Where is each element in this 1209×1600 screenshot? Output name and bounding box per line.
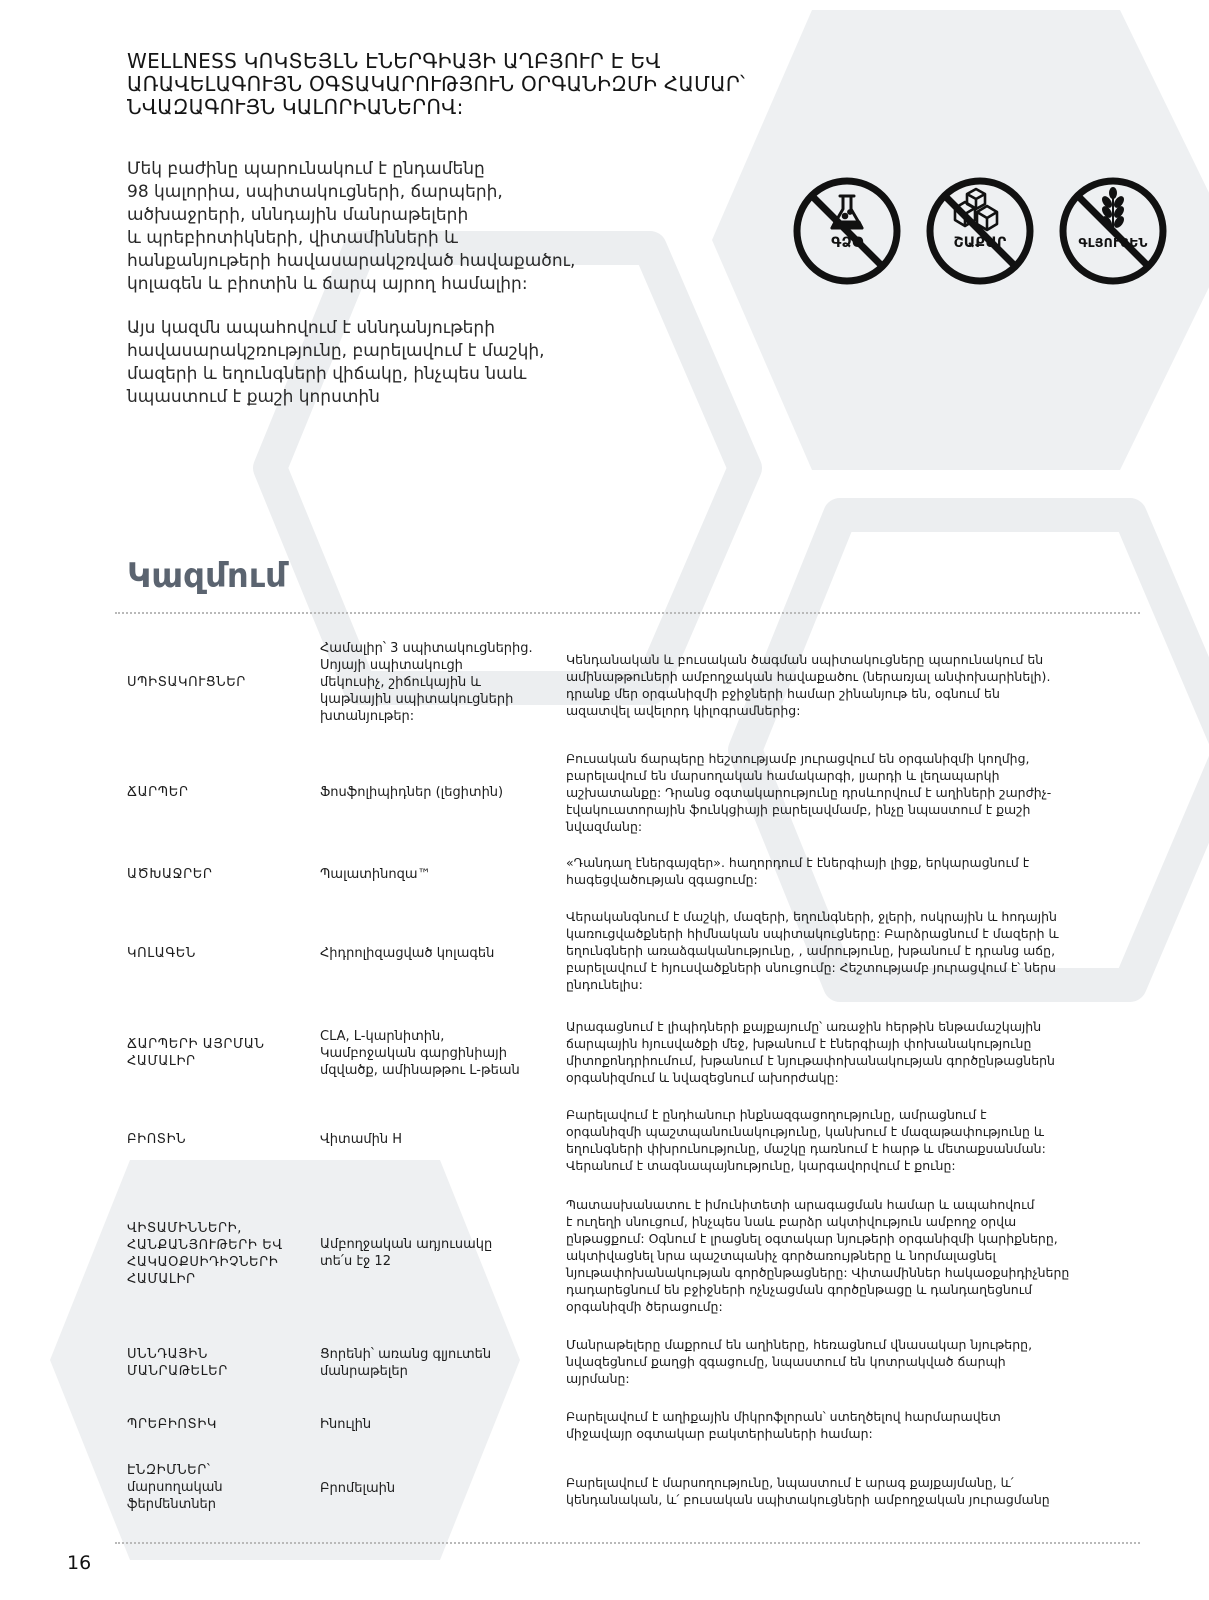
component-name — [127, 1416, 307, 1433]
intro-line: հավասարակշռությունը, բարելավում է մաշկի, — [127, 341, 545, 361]
ingredient-line: մզվածք, ամինաթթու L-թեան — [320, 1063, 520, 1078]
ingredient-line: խտանյութեր: — [320, 709, 415, 724]
description-line: եղունգների փխրունությունը, մաշկը դառնում է հարթ և մետաքսանման: — [566, 1141, 1046, 1156]
dotted-divider — [115, 1542, 1140, 1544]
description-line: «Դանդաղ էներգայզեր». հաղորդում է էներգիայի լիցք, երկարացնում է — [566, 855, 1030, 870]
description-line: այրմանը: — [566, 1371, 630, 1386]
badge-label: ԳՁՕ — [831, 235, 863, 251]
component-description — [566, 1018, 1126, 1086]
description-line: օրգանիզմի պաշտպանունակությունը, կանխում է մազաթափությունը և — [566, 1124, 1045, 1139]
component-description — [566, 1106, 1126, 1174]
intro-line: նպաստում է քաշի կորստին — [127, 387, 380, 407]
intro-line: հանքանյութերի հավասարակշռված հավաքածու, — [127, 251, 576, 271]
ingredient-line: Ամբողջական ադյուսակը — [320, 1237, 493, 1252]
description-line: օրգանիզմում և նվազեցնում ախորժակը: — [566, 1070, 839, 1085]
component-name-line: ՎԻՏԱՄԻՆՆԵՐԻ, — [127, 1221, 242, 1236]
ingredient-line: Ինուլին — [320, 1417, 372, 1432]
ingredient-line: կաթնային սպիտակուցների — [320, 692, 514, 707]
description-line: է ուղեղի սնուցում, ինչպես նաև բարձր ակտիվություն ամբողջ օրվա — [566, 1214, 1017, 1229]
component-name — [127, 1220, 307, 1288]
component-name-line: ՍՆՆԴԱՅԻՆ — [127, 1347, 208, 1362]
intro-line: կոլագեն և բիոտին և ճարպ այրող համալիր: — [127, 274, 528, 294]
no-gluten-badge — [1058, 176, 1168, 286]
description-line: Պատասխանատու է իմունիտետի արագացման համար և ապահովում — [566, 1197, 1035, 1212]
no-gmo-badge — [792, 176, 902, 286]
component-name-line: ՃԱՐՊԵՐ — [127, 785, 189, 800]
intro-line: և պրեբիոտիկների, վիտամինների և — [127, 228, 458, 248]
component-ingredient — [320, 1346, 545, 1380]
component-name-line: ԲԻՈՏԻՆ — [127, 1132, 187, 1147]
component-ingredient — [320, 1131, 545, 1148]
component-description — [566, 1196, 1126, 1315]
headline-line: WELLNESS ԿՈԿՏԵՅԼՆ ԷՆԵՐԳԻԱՅԻ ԱՂԲՅՈՒՐ Է ԵՎ — [127, 49, 661, 73]
component-name-line: ՍՊԻՏԱԿՈՒՑՆԵՐ — [127, 675, 246, 690]
ingredient-line: Ցորենի՝ առանց գլյուտեն — [320, 1347, 492, 1362]
component-ingredient — [320, 640, 545, 725]
component-name — [127, 945, 307, 962]
ingredient-line: CLA, L-կարնիտին, — [320, 1029, 445, 1044]
headline-line: ԱՌԱՎԵԼԱԳՈՒՅՆ ՕԳՏԱԿԱՐՈՒԹՅՈՒՆ ՕՐԳԱՆԻԶՄԻ ՀԱՄԱՐ՝ — [127, 72, 746, 96]
description-line: դադարեցնում են բջիջների ոչնչացման գործընթացը և դանդաղեցնում — [566, 1282, 1033, 1297]
component-name — [127, 1462, 307, 1513]
description-line: միտոքոնդրիումում, խթանում է նյութափոխանակության գործընթացներն — [566, 1053, 1055, 1068]
component-name-line: ՃԱՐՊԵՐԻ ԱՅՐՄԱՆ — [127, 1037, 265, 1052]
component-ingredient — [320, 866, 545, 883]
description-line: կառուցվածքների հիմնական սպիտակուցները: Բարձրացնում է մազերի և — [566, 926, 1059, 941]
intro-paragraph-1 — [127, 158, 627, 296]
intro-paragraph-2 — [127, 317, 627, 409]
description-line: եղունգների առաձգականությունը, , ամրությունը, խթանում է դրանց աճը, — [566, 943, 1056, 958]
component-ingredient — [320, 945, 545, 962]
component-ingredient — [320, 1028, 545, 1079]
component-ingredient — [320, 1416, 545, 1433]
description-line: Արագացնում է լիպիդների քայքայումը՝ առաջին հերթին ենթամաշկային — [566, 1019, 1042, 1034]
description-line: Բարելավում է ընդհանուր ինքնազգացողությունը, ամրացնում է — [566, 1107, 987, 1122]
description-line: Մանրաթելերը մաքրում են աղիները, հեռացնում վնասակար նյութերը, — [566, 1337, 1033, 1352]
description-line: ընթացքում: Օգնում է լրացնել օգտակար նյութերի օրգանիզմի կարիքները, — [566, 1231, 1058, 1246]
description-line: ակտիվացնել նրա պաշտպանիչ գործառույթները և նորմալացնել — [566, 1248, 996, 1263]
description-line: բարելավում են մարսողական համակարգի, լյարդի և լեղապարկի — [566, 768, 1000, 783]
description-line: էվակուատորային ֆունկցիայի բարելավմամբ, ինչը նպաստում է քաշի — [566, 802, 1031, 817]
component-ingredient — [320, 784, 545, 801]
description-line: աշխատանքը: Դրանց օգտակարությունը դրսևորվում է աղիների շարժիչ- — [566, 785, 1052, 800]
component-name-line: ՊՐԵԲԻՈՏԻԿ — [127, 1417, 218, 1432]
headline — [127, 50, 807, 119]
description-line: Բուսական ճարպերը հեշտությամբ յուրացվում են օրգանիզմի կողմից, — [566, 751, 1030, 766]
intro-line: Մեկ բաժինը պարունակում է ընդամենը — [127, 159, 485, 179]
ingredient-line: Կամբոջական գարցինիայի — [320, 1046, 507, 1061]
component-ingredient — [320, 1236, 545, 1270]
component-name — [127, 1346, 307, 1380]
component-name-line: ԷՆԶԻՄՆԵՐ՝ — [127, 1463, 211, 1478]
ingredient-line: Բրոմելաին — [320, 1481, 396, 1496]
badge-label: ԳԼՅՈՒՏԵՆ — [1078, 235, 1148, 250]
description-line: Բարելավում է աղիքային միկրոֆլորան՝ ստեղծելով հարմարավետ — [566, 1409, 1001, 1424]
ingredient-line: Համալիր՝ 3 սպիտակուցներից. — [320, 641, 533, 656]
component-name-line: մարսողական — [127, 1480, 223, 1495]
section-title: Կազմում — [127, 556, 287, 596]
description-line: միջավայր օգտակար բակտերիաների համար: — [566, 1426, 873, 1441]
ingredient-line: Ֆոսֆոլիպիդներ (լեցիտին) — [320, 785, 504, 800]
component-name-line: ԱԾԽԱՋՐԵՐ — [127, 867, 213, 882]
description-line: դրանք մեր օրգանիզմի բջիջների համար շինանյութ են, օգնում են — [566, 686, 1000, 701]
page-number: 16 — [67, 1552, 92, 1574]
component-description — [566, 908, 1126, 993]
description-line: Բարելավում է մարսողությունը, նպաստում է արագ քայքայմանը, և՛ — [566, 1475, 1014, 1490]
description-line: Կենդանական և բուսական ծագման սպիտակուցները պարունակում են — [566, 652, 1044, 667]
component-description — [566, 651, 1126, 719]
ingredient-line: տե՛ս էջ 12 — [320, 1254, 391, 1269]
description-line: Վերականգնում է մաշկի, մազերի, եղունգների, ջլերի, ոսկրային և հոդային — [566, 909, 1057, 924]
dotted-divider — [115, 612, 1140, 614]
description-line: բարելավում է հյուսվածքների սնուցումը: Հեշտությամբ յուրացվում է՝ ներս — [566, 960, 1056, 975]
ingredient-line: Պալատինոզա™ — [320, 867, 431, 882]
description-line: նյութափոխանակության գործընթացները: Վիտամիններ հակաօքսիդիչները — [566, 1265, 1070, 1280]
component-description — [566, 1336, 1126, 1387]
ingredient-line: Հիդրոլիզացված կոլագեն — [320, 946, 495, 961]
component-name — [127, 1131, 307, 1148]
description-line: ընդունելիս: — [566, 977, 643, 992]
intro-line: ածխաջրերի, սննդային մանրաթելերի — [127, 205, 469, 225]
intro-line: մազերի և եղունգների վիճակը, ինչպես նաև — [127, 364, 527, 384]
ingredient-line: Վիտամին H — [320, 1132, 402, 1147]
ingredient-line: մանրաթելեր — [320, 1364, 408, 1379]
component-name-line: ֆերմենտներ — [127, 1497, 217, 1512]
headline-line: ՆՎԱԶԱԳՈՒՅՆ ԿԱԼՈՐԻԱՆԵՐՈՎ: — [127, 95, 464, 119]
intro-line: Այս կազմն ապահովում է սննդանյութերի — [127, 318, 495, 338]
component-name — [127, 866, 307, 883]
intro-line: 98 կալորիա, սպիտակուցների, ճարպերի, — [127, 182, 503, 202]
component-name-line: ԿՈԼԱԳԵՆ — [127, 946, 196, 961]
no-sugar-badge — [925, 176, 1035, 286]
component-name — [127, 674, 307, 691]
description-line: Վերանում է տագնապայնությունը, կարգավորվում է քունը: — [566, 1158, 956, 1173]
component-name — [127, 1036, 307, 1070]
component-description — [566, 1408, 1126, 1442]
description-line: օրգանիզմի ծերացումը: — [566, 1299, 723, 1314]
description-line: նվազեցնում քաղցի զգացումը, նպաստում են կոտրակված ճարպի — [566, 1354, 1006, 1369]
component-ingredient — [320, 1480, 545, 1497]
description-line: կենդանական, և՛ բուսական սպիտակուցների ամբողջական յուրացմանը — [566, 1492, 1050, 1507]
description-line: հագեցվածության զգացումը: — [566, 872, 758, 887]
component-name — [127, 784, 307, 801]
ingredient-line: մեկուսիչ, շիճուկային և — [320, 675, 481, 690]
component-name-line: ՀԱԿԱՕՔՍԻԴԻՉՆԵՐԻ — [127, 1255, 279, 1270]
description-line: ամինաթթուների ամբողջական հավաքածու (ներառյալ անփոխարինելի). — [566, 669, 1051, 684]
component-name-line: ՄԱՆՐԱԹԵԼԵՐ — [127, 1364, 228, 1379]
description-line: ազատվել ավելորդ կիլոգրամներից: — [566, 703, 801, 718]
component-name-line: ՀԱՆՔԱՆՅՈՒԹԵՐԻ ԵՎ — [127, 1238, 283, 1253]
ingredient-line: Սոյայի սպիտակուցի — [320, 658, 463, 673]
description-line: նվազմանը: — [566, 819, 643, 834]
component-description — [566, 854, 1126, 888]
description-line: ճարպային հյուսվածքի մեջ, խթանում է էներգիայի փոխանակությունը — [566, 1036, 1032, 1051]
component-description — [566, 1474, 1126, 1508]
component-name-line: ՀԱՄԱԼԻՐ — [127, 1054, 196, 1069]
component-description — [566, 750, 1126, 835]
component-name-line: ՀԱՄԱԼԻՐ — [127, 1272, 196, 1287]
badge-label: ՇԱՔԱՐ — [953, 235, 1007, 251]
